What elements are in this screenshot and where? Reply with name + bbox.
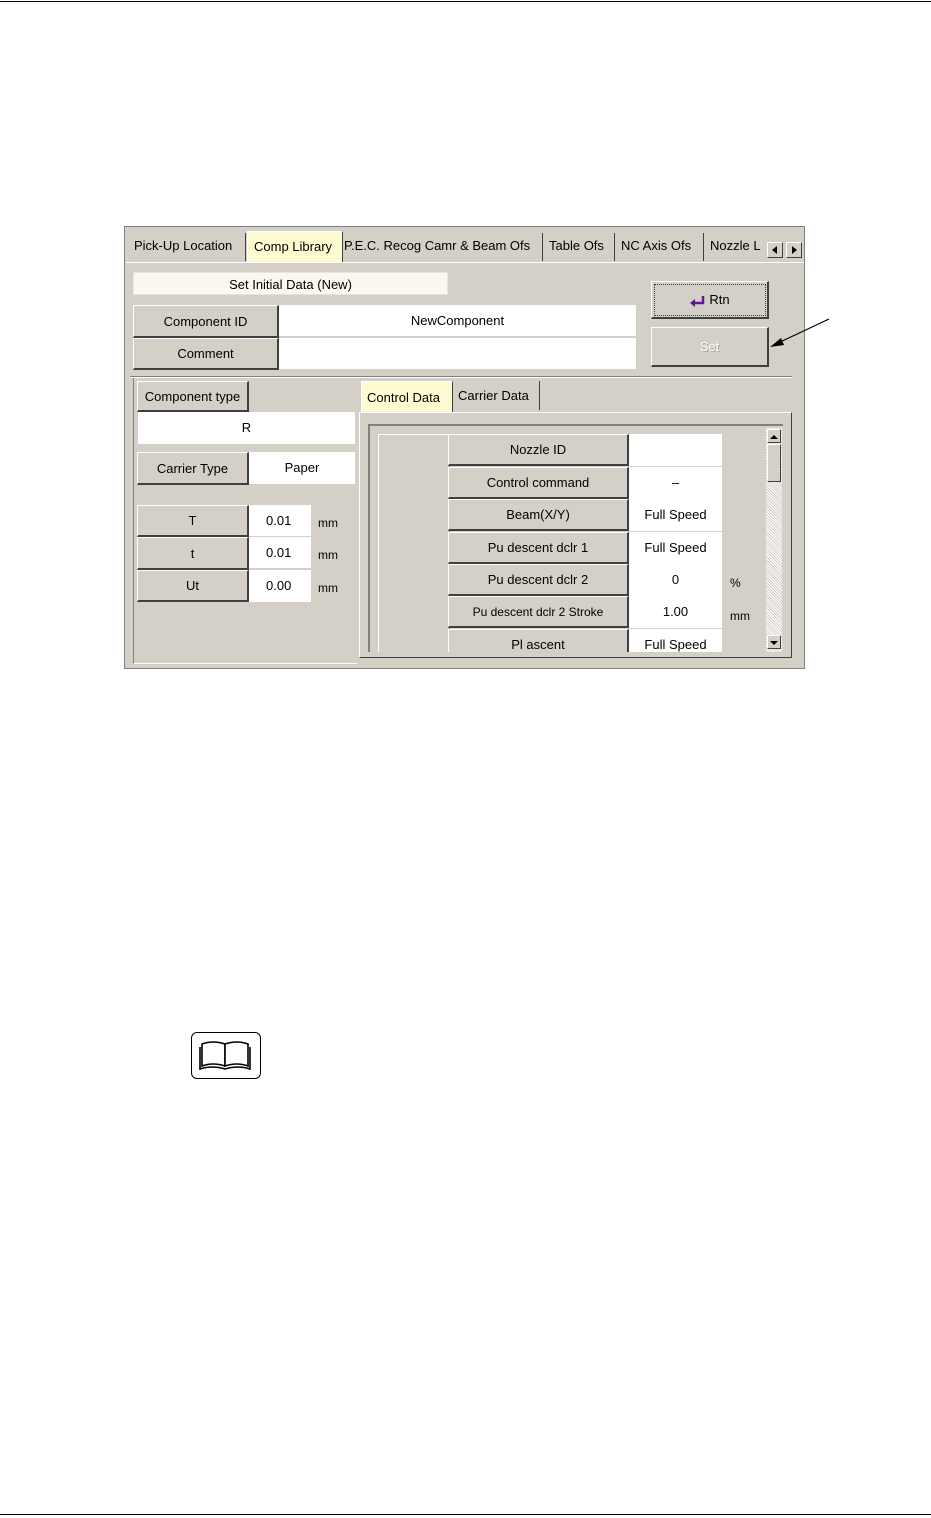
set-button[interactable]: Set [651, 327, 769, 367]
row-label: Beam(X/Y) [448, 499, 629, 531]
list-item [448, 434, 766, 467]
comment-label: Comment [133, 338, 279, 370]
dim-unit-t: mm [318, 548, 338, 562]
list-item [448, 629, 766, 652]
row-label: Nozzle ID [448, 434, 629, 466]
component-type-field[interactable]: R [138, 412, 355, 444]
dim-field-t[interactable]: 0.01 [249, 537, 311, 569]
row-label: Pu descent dclr 2 Stroke [448, 596, 629, 628]
dim-field-T[interactable]: 0.01 [249, 505, 311, 537]
row-value[interactable]: Full Speed [629, 499, 722, 531]
row-header-column [378, 434, 450, 652]
tab-pec-recog[interactable]: P.E.C. Recog Camr & Beam Ofs [343, 233, 543, 261]
scroll-thumb[interactable] [767, 444, 781, 482]
rtn-label: Rtn [709, 292, 730, 307]
row-label: Control command [448, 467, 629, 499]
row-value[interactable]: – [629, 467, 722, 499]
component-type-label: Component type [137, 381, 249, 412]
dim-field-Ut[interactable]: 0.00 [249, 570, 311, 602]
bottom-rule [0, 1514, 931, 1515]
tab-pick-up-location[interactable]: Pick-Up Location [128, 233, 246, 261]
return-icon [689, 294, 707, 308]
row-value[interactable] [629, 434, 722, 466]
component-id-field[interactable]: NewComponent [279, 305, 636, 337]
arrow-up-icon [768, 431, 780, 443]
arrow-right-icon [787, 243, 801, 257]
top-rule [0, 1, 931, 2]
list-item [448, 467, 766, 499]
component-id-label: Component ID [133, 305, 279, 338]
subtab-carrier-data[interactable]: Carrier Data [453, 381, 540, 410]
row-unit: mm [730, 609, 750, 623]
tab-strip-baseline [126, 262, 804, 263]
control-rows [448, 434, 766, 652]
list-item [448, 596, 766, 629]
row-label: Pu descent dclr 1 [448, 532, 629, 564]
scroll-up-button[interactable] [767, 429, 781, 443]
dim-label-T: T [137, 505, 249, 537]
scroll-down-button[interactable] [767, 635, 781, 649]
control-data-list [368, 424, 783, 652]
page-title: Set Initial Data (New) [133, 272, 448, 295]
list-item [448, 532, 766, 564]
row-unit: % [730, 576, 741, 590]
subtab-control-data[interactable]: Control Data [361, 381, 453, 413]
vertical-scrollbar[interactable] [766, 428, 782, 652]
tabs-scroll-right-button[interactable] [786, 242, 802, 258]
row-label: Pu descent dclr 2 [448, 564, 629, 596]
comment-field[interactable] [279, 338, 636, 369]
callout-arrow [764, 315, 834, 350]
tab-comp-library[interactable]: Comp Library [247, 231, 343, 263]
dim-label-t: t [137, 537, 249, 570]
row-value[interactable]: Full Speed [629, 629, 722, 652]
tabs-scroll-left-button[interactable] [767, 242, 783, 258]
dim-unit-T: mm [318, 516, 338, 530]
dim-unit-Ut: mm [318, 581, 338, 595]
rtn-button[interactable] [651, 281, 769, 319]
list-item [448, 564, 766, 596]
tab-nc-axis-ofs[interactable]: NC Axis Ofs [615, 233, 704, 261]
arrow-left-icon [768, 243, 782, 257]
carrier-type-field[interactable]: Paper [249, 452, 355, 484]
row-value[interactable]: Full Speed [629, 532, 722, 564]
carrier-type-label: Carrier Type [137, 452, 249, 485]
dim-label-Ut: Ut [137, 570, 249, 602]
manual-reference-badge [191, 1032, 261, 1079]
list-item [448, 499, 766, 532]
row-value[interactable]: 0 [629, 564, 722, 596]
tab-nozzle[interactable]: Nozzle L [704, 233, 766, 261]
row-value[interactable]: 1.00 [629, 596, 722, 628]
tab-table-ofs[interactable]: Table Ofs [543, 233, 615, 261]
book-icon [191, 1032, 261, 1079]
arrow-down-icon [768, 637, 780, 649]
row-label: Pl ascent [448, 629, 629, 652]
